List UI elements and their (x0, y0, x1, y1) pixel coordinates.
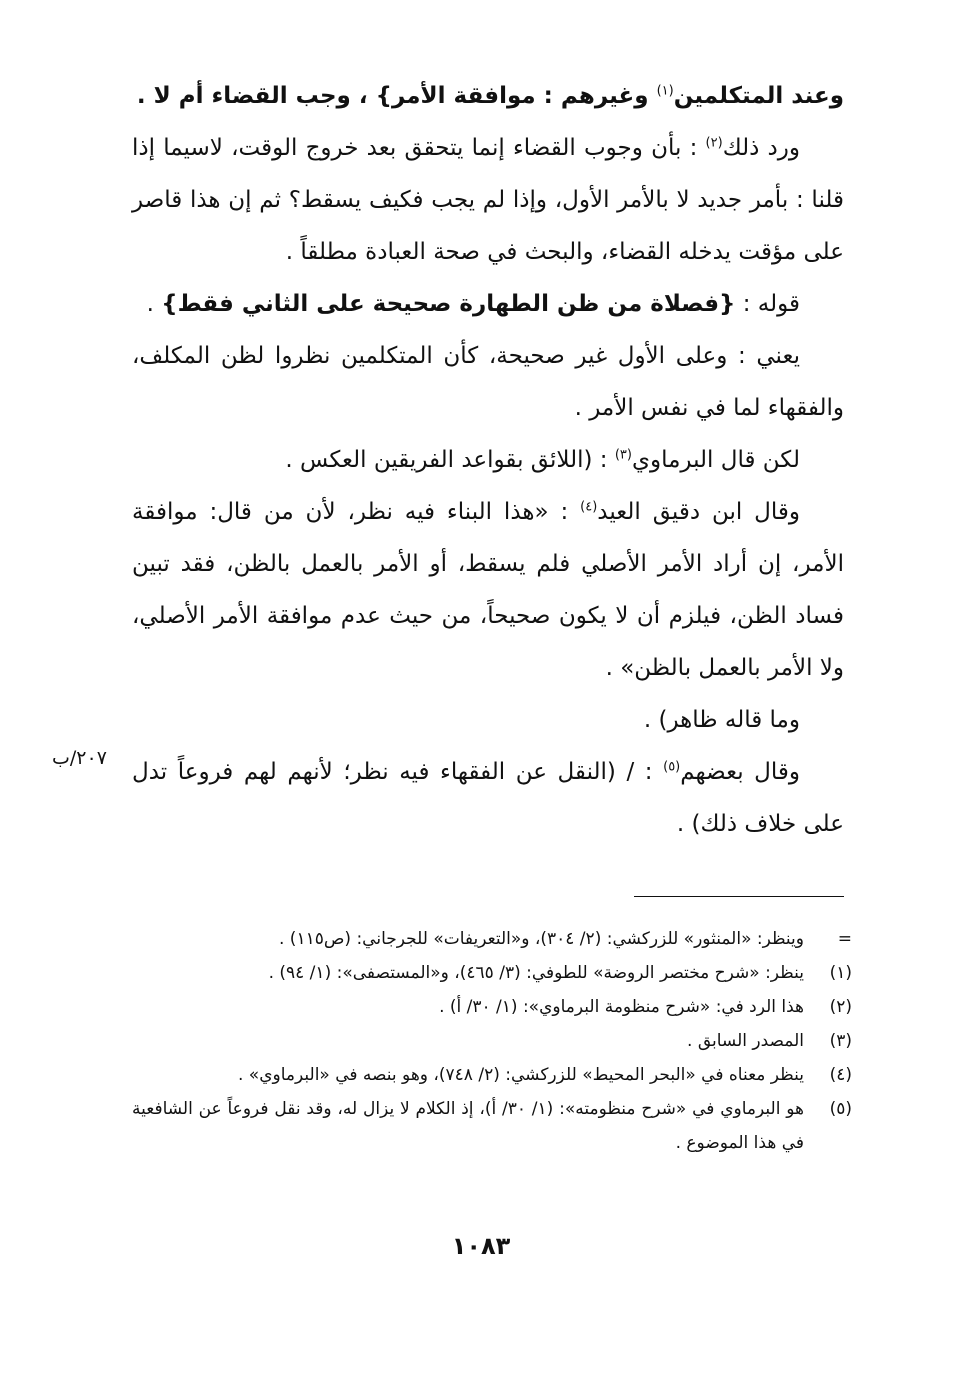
paragraph-8-lead: وقال بعضهم (680, 759, 800, 785)
footnote-1 (132, 956, 852, 990)
paragraph-1 (132, 70, 844, 122)
paragraph-3-end: . (146, 291, 162, 317)
manuscript-folio-note: ٢٠٧/ب (52, 747, 107, 769)
paragraph-8-body: : / (النقل عن الفقهاء فيه نظر؛ لأنهم لهم فروعاً تدل على خلاف ذلك) . (132, 759, 844, 837)
page-number: ١٠٨٣ (451, 1232, 511, 1260)
footnote-ref-1: (١) (656, 83, 674, 99)
paragraph-7: وما قاله ظاهر) . (643, 707, 800, 733)
paragraph-6-lead: وقال ابن دقيق العيد (597, 499, 800, 525)
footnote-ref-5: (٥) (663, 759, 681, 775)
paragraph-6 (132, 486, 844, 694)
footnote-text: هو البرماوي في «شرح منظومته»: (١/ ٣٠/ أ)، إذ الكلام لا يزال له، وقد نقل فروعاً عن الشافعية في هذا الموضوع . (132, 1099, 804, 1153)
paragraph-4: يعني : وعلى الأول غير صحيحة، كأن المتكلمين نظروا لظن المكلف، والفقهاء لما في نفس الأمر . (132, 343, 844, 421)
paragraph-1-quote: وغيرهم : موافقة الأمر} ، وجب القضاء أم لا . (136, 83, 657, 109)
footnote-text: المصدر السابق . (687, 1031, 804, 1051)
footnote-5 (132, 1092, 852, 1160)
paragraph-2-lead: ورد ذلك (722, 135, 800, 161)
paragraph-1-lead: وعند المتكلمين (673, 83, 844, 109)
footnote-text: وينظر: «المنثور» للزركشي: (٢/ ٣٠٤)، و«التعريفات» للجرجاني: (ص١١٥) . (279, 929, 804, 949)
paragraph-5 (132, 434, 844, 486)
footnote-4 (132, 1058, 852, 1092)
footnote-marker: (١) (829, 963, 852, 983)
footnotes (132, 922, 852, 1160)
footnote-3 (132, 1024, 852, 1058)
footnote-ref-3: (٣) (614, 447, 632, 463)
footnote-marker: (٣) (829, 1031, 852, 1051)
footnote-text: ينظر: «شرح مختصر الروضة» للطوفي: (٣/ ٤٦٥)، و«المستصفى»: (١/ ٩٤) . (268, 963, 804, 983)
paragraph-3-quote: {فصلاة من ظن الطهارة صحيحة على الثاني فقط} (161, 291, 736, 317)
footnote-ref-4: (٤) (580, 499, 598, 515)
paragraph-5-body: : (اللائق بقواعد الفريقين العكس . (285, 447, 615, 473)
paragraph-2 (132, 122, 844, 278)
paragraph-2-body: : بأن وجوب القضاء إنما يتحقق بعد خروج الوقت، لاسيما إذا قلنا : بأمر جديد لا بالأمر الأول، وإذا لم يجب فكيف يسقط؟ ثم إن هذا قاصر على مؤقت يدخله القضاء، والبحث في صحة العبادة مطلقاً . (132, 135, 844, 265)
paragraph-3-lead: قوله : (735, 291, 800, 317)
paragraph-6-body: : «هذا البناء فيه نظر، لأن من قال: موافقة الأمر، إن أراد الأمر الأصلي فلم يسقط، أو الأمر بالعمل بالظن، فقد تبين فساد الظن، فيلزم أن لا يكون صحيحاً، من حيث عدم موافقة الأمر الأصلي، ولا الأمر بالعمل بالظن» . (132, 499, 844, 681)
footnote-marker: (٤) (829, 1065, 852, 1085)
paragraph-5-lead: لكن قال البرماوي (631, 447, 800, 473)
footnote-ref-2: (٢) (705, 135, 723, 151)
footnote-separator (634, 896, 844, 897)
footnote-text: ينظر معناه في «البحر المحيط» للزركشي: (٢/ ٧٤٨)، وهو بنصه في «البرماوي» . (238, 1065, 804, 1085)
footnote-continuation (132, 922, 852, 956)
footnote-marker: = (837, 929, 852, 949)
main-text (132, 70, 844, 850)
footnote-marker: (٢) (829, 997, 852, 1017)
footnote-2 (132, 990, 852, 1024)
footnote-marker: (٥) (829, 1099, 852, 1119)
footnote-text: هذا الرد في: «شرح منظومة البرماوي»: (١/ ٣٠/ أ) . (439, 997, 804, 1017)
paragraph-3 (132, 278, 844, 330)
paragraph-8 (132, 746, 844, 850)
